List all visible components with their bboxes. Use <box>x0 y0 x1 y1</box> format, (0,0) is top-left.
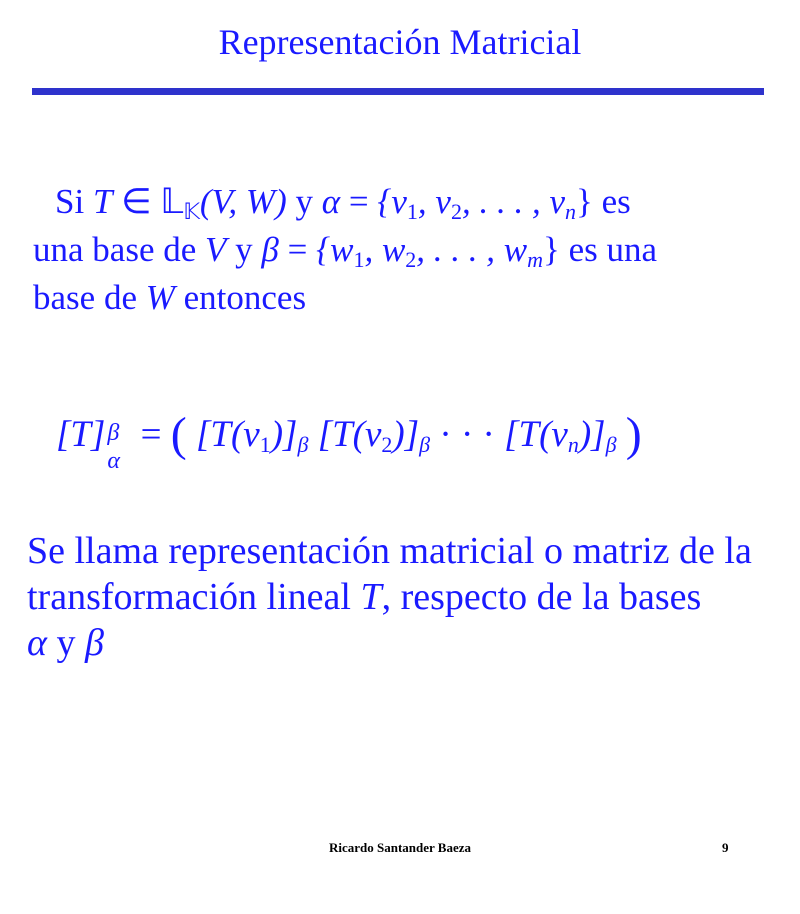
definition-paragraph <box>33 178 773 322</box>
naming-text1: Se llama representación matricial o matriz de la transformación lineal <box>27 530 752 618</box>
math-VW: (V, W) <box>199 182 287 221</box>
footer-author: Ricardo Santander Baeza <box>328 840 472 855</box>
formula-term1: [T(v <box>196 414 260 455</box>
math-sub1: 1 <box>406 199 418 224</box>
text-y2: y <box>235 230 253 269</box>
formula-tnclose: )] <box>578 414 606 455</box>
math-set-w-open: {w <box>316 230 354 269</box>
math-K: 𝕂 <box>183 200 200 225</box>
naming-beta: β <box>84 622 104 664</box>
math-wsub1: 1 <box>353 247 365 272</box>
math-V: V <box>205 230 227 269</box>
math-in: ∈ <box>121 182 152 221</box>
formula-t2close: )] <box>392 414 420 455</box>
formula-termn: [T(v <box>504 414 568 455</box>
naming-text2: , respecto de la bases <box>381 576 702 618</box>
text-entonces: entonces <box>183 278 307 317</box>
formula-lparen: ( <box>170 408 187 461</box>
naming-paragraph <box>27 528 787 666</box>
math-alpha: α <box>321 182 341 221</box>
formula-tnsub: n <box>567 432 579 457</box>
text-es1: es <box>601 182 631 221</box>
math-wsub2: 2 <box>405 247 417 272</box>
formula-eq: = <box>140 414 162 455</box>
math-sub2: 2 <box>450 199 462 224</box>
text-base-de: base de <box>33 278 137 317</box>
math-subn: n <box>565 199 576 224</box>
text-y1: y <box>295 182 313 221</box>
math-wsubm: m <box>527 247 544 272</box>
matrix-formula <box>56 400 756 474</box>
formula-t1close: )] <box>270 414 298 455</box>
math-eq2: = <box>287 230 308 269</box>
naming-alpha: α <box>27 622 47 664</box>
formula-tnbeta: β <box>605 432 617 457</box>
math-beta: β <box>261 230 279 269</box>
math-set-v-open: {v <box>377 182 407 221</box>
formula-sup-beta: β <box>107 420 120 446</box>
slide-title: Representación Matricial <box>218 22 582 62</box>
formula-t2beta: β <box>419 432 431 457</box>
math-wcomma: , w <box>364 230 406 269</box>
text-si: Si <box>55 182 85 221</box>
formula-t1beta: β <box>297 432 309 457</box>
formula-supsub <box>105 420 131 474</box>
formula-t2sub: 2 <box>381 432 393 457</box>
formula-term2: [T(v <box>317 414 382 455</box>
math-dots1: , . . . , v <box>461 182 565 221</box>
math-comma1: , v <box>417 182 451 221</box>
math-close2: } <box>543 230 560 269</box>
math-wdots: , . . . , w <box>416 230 528 269</box>
formula-rparen: ) <box>625 408 642 461</box>
text-es-una: es una <box>568 230 658 269</box>
title-divider <box>32 88 764 95</box>
naming-T: T <box>360 576 382 618</box>
math-T: T <box>92 182 113 221</box>
formula-sub-alpha: α <box>107 448 120 474</box>
naming-y: y <box>56 622 76 664</box>
math-W: W <box>145 278 175 317</box>
formula-t1sub: 1 <box>259 432 271 457</box>
formula-cdots: · · · <box>439 414 495 455</box>
math-eq1: = <box>348 182 369 221</box>
page-number: 9 <box>722 840 729 855</box>
text-una-base-de: una base de <box>33 230 197 269</box>
formula-lhs: [T] <box>56 414 106 455</box>
math-L: 𝕃 <box>160 182 184 222</box>
math-close1: } <box>576 182 593 221</box>
